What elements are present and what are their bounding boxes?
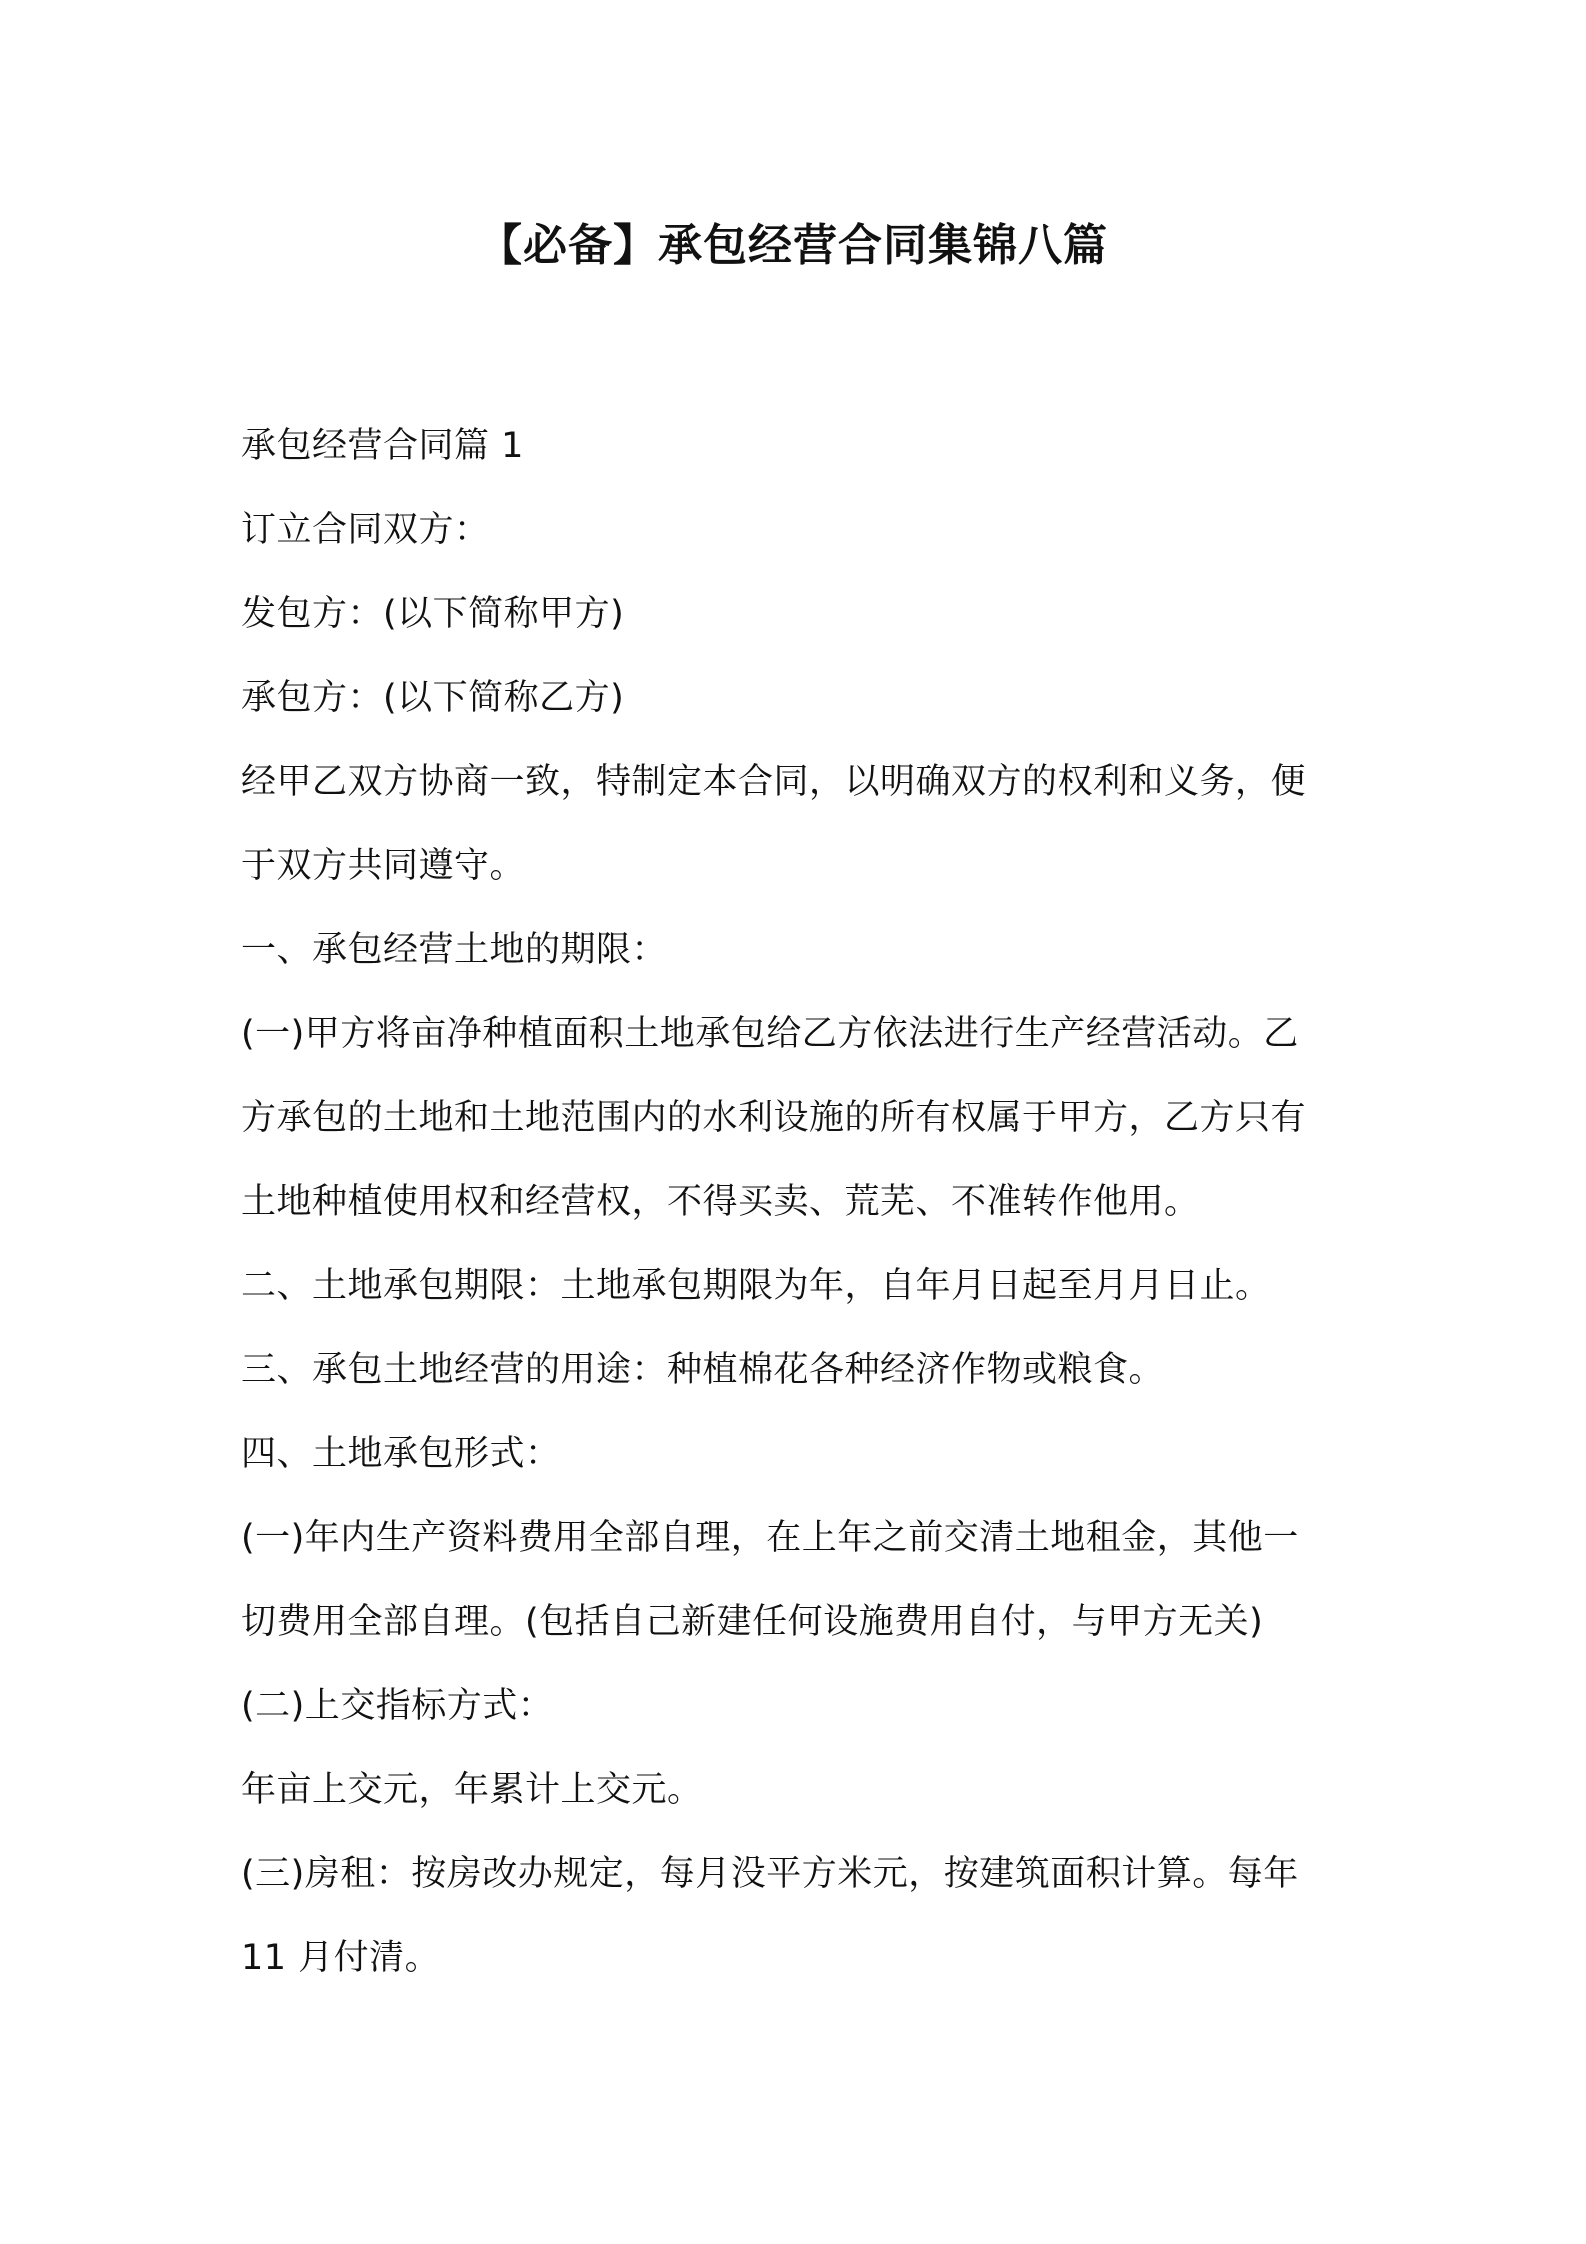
paragraph-line: 年亩上交元，年累计上交元。 — [241, 1770, 703, 1810]
paragraph-line: 经甲乙双方协商一致，特制定本合同，以明确双方的权利和义务，便 — [241, 762, 1307, 802]
paragraph-line: 11 月付清。 — [241, 1938, 441, 1978]
clause-heading: 三、承包土地经营的用途：种植棉花各种经济作物或粮食。 — [241, 1350, 1165, 1390]
paragraph-line: (二)上交指标方式： — [241, 1686, 554, 1726]
paragraph-line: 发包方：(以下简称甲方) — [241, 594, 625, 634]
clause-heading: 二、土地承包期限：土地承包期限为年，自年月日起至月月日止。 — [241, 1266, 1271, 1306]
document-title: 【必备】承包经营合同集锦八篇 — [478, 220, 1108, 271]
paragraph-line: (一)甲方将亩净种植面积土地承包给乙方依法进行生产经营活动。乙 — [241, 1014, 1299, 1054]
paragraph-line: (一)年内生产资料费用全部自理，在上年之前交清土地租金，其他一 — [241, 1518, 1299, 1558]
paragraph-line: 于双方共同遵守。 — [241, 846, 526, 886]
section-heading: 承包经营合同篇 1 — [241, 426, 524, 466]
clause-heading: 一、承包经营土地的期限： — [241, 930, 668, 970]
paragraph-line: 订立合同双方： — [241, 510, 490, 550]
document-body — [241, 404, 1361, 2000]
paragraph-line: 方承包的土地和土地范围内的水利设施的所有权属于甲方，乙方只有 — [241, 1098, 1307, 1138]
paragraph-line: 切费用全部自理。(包括自己新建任何设施费用自付，与甲方无关) — [241, 1602, 1264, 1642]
paragraph-line: 土地种植使用权和经营权，不得买卖、荒芜、不准转作他用。 — [241, 1182, 1200, 1222]
clause-heading: 四、土地承包形式： — [241, 1434, 561, 1474]
paragraph-line: (三)房租：按房改办规定，每月没平方米元，按建筑面积计算。每年 — [241, 1854, 1299, 1894]
paragraph-line: 承包方：(以下简称乙方) — [241, 678, 625, 718]
